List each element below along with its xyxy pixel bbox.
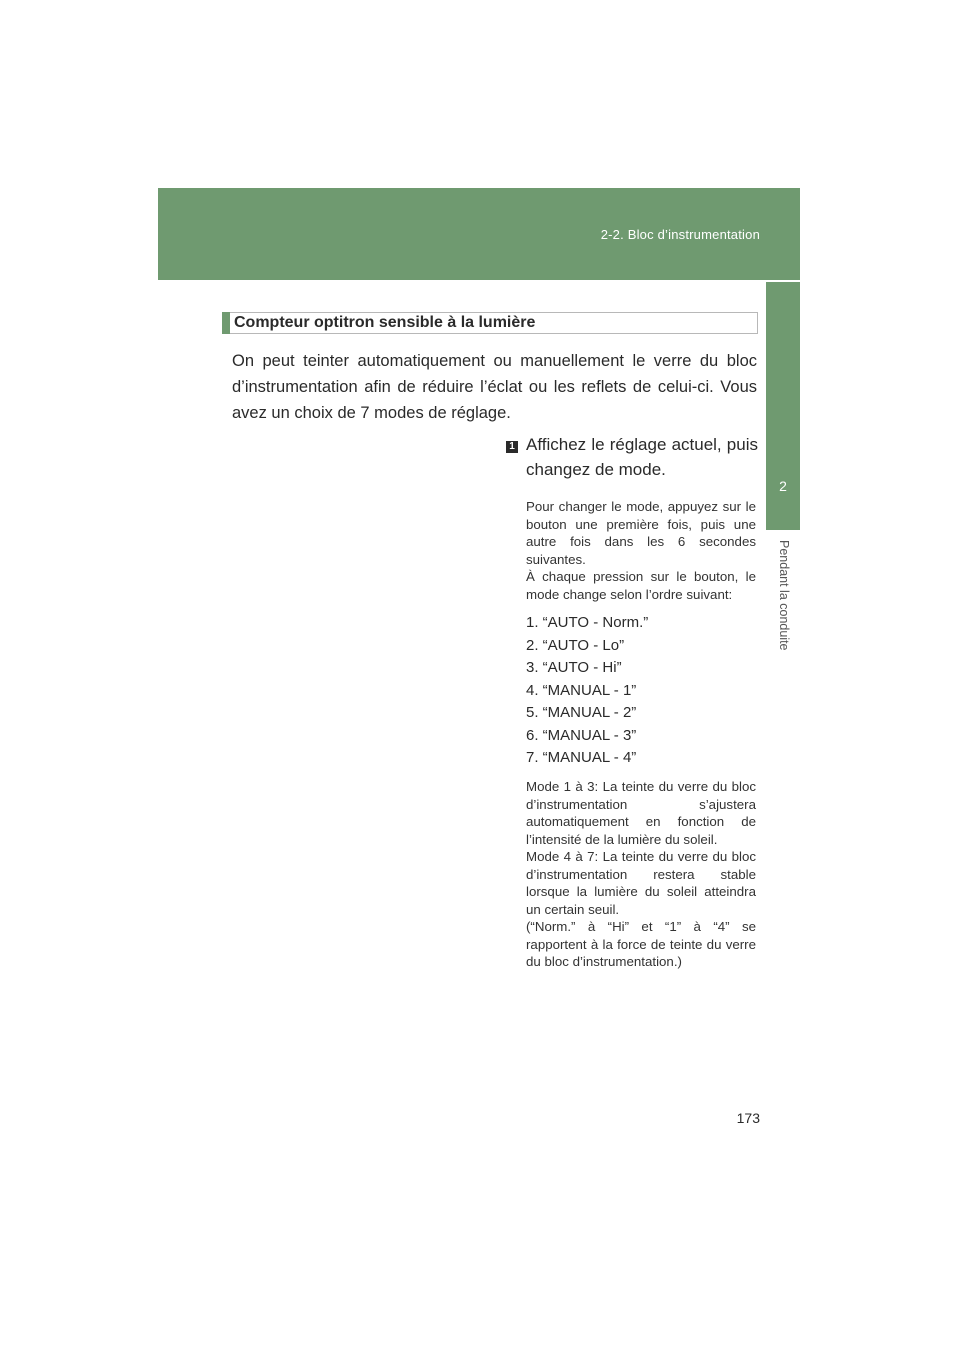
step-number-badge: 1 xyxy=(506,441,518,453)
step-title: Affichez le réglage actuel, puis changez de mode. xyxy=(526,435,758,479)
note-paragraph: (“Norm.” à “Hi” et “1” à “4” se rapportent à la force de teinte du verre du bloc d’instrumentation.) xyxy=(526,919,756,969)
chapter-number: 2 xyxy=(779,478,787,494)
section-title: 2-2. Bloc d’instrumentation xyxy=(600,227,760,242)
heading-accent-bar xyxy=(222,312,230,334)
step-instructions xyxy=(526,498,756,603)
page-number: 173 xyxy=(736,1110,760,1126)
intro-paragraph: On peut teinter automatiquement ou manuellement le verre du bloc d’instrumentation afin de réduire l’éclat ou les reflets de celui-ci. Vous avez un choix de 7 modes de réglage. xyxy=(232,352,757,422)
list-item: 5. “MANUAL - 2” xyxy=(526,704,637,721)
list-item: 3. “AUTO - Hi” xyxy=(526,659,622,676)
instruction-paragraph: À chaque pression sur le bouton, le mode change selon l’ordre suivant: xyxy=(526,569,756,602)
chapter-label: Pendant la conduite xyxy=(777,540,791,651)
list-item: 2. “AUTO - Lo” xyxy=(526,636,625,654)
instruction-paragraph: Pour changer le mode, appuyez sur le bouton une première fois, puis une autre fois dans les 6 secondes suivantes. xyxy=(526,499,756,567)
list-item: 4. “MANUAL - 1” xyxy=(526,681,637,699)
note-paragraph: Mode 1 à 3: La teinte du verre du bloc d’instrumentation s’ajustera automatiquement en fonction de l’intensité de la lumière du soleil. xyxy=(526,779,756,847)
mode-notes xyxy=(526,778,756,971)
mode-list xyxy=(526,612,756,770)
step-1 xyxy=(506,432,758,482)
chapter-tab xyxy=(766,282,800,530)
section-heading xyxy=(222,312,758,334)
heading-text: Compteur optitron sensible à la lumière xyxy=(234,314,536,331)
list-item: 7. “MANUAL - 4” xyxy=(526,749,637,766)
list-item: 1. “AUTO - Norm.” xyxy=(526,614,649,631)
note-paragraph: Mode 4 à 7: La teinte du verre du bloc d’instrumentation restera stable lorsque la lumière du soleil atteindra un certain seuil. xyxy=(526,849,756,917)
header-band xyxy=(158,188,800,280)
list-item: 6. “MANUAL - 3” xyxy=(526,726,637,744)
